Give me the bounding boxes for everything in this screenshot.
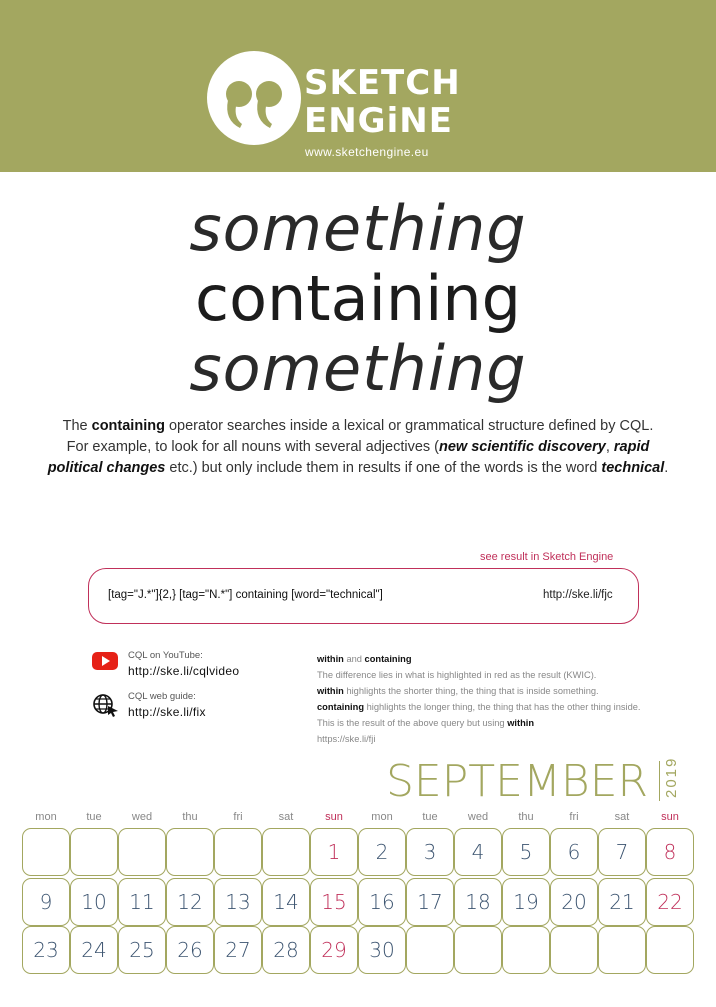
calendar-day-cell xyxy=(646,878,694,926)
calendar-day-cell xyxy=(22,878,70,926)
calendar-day-number: 21 xyxy=(609,890,635,914)
calendar-day-number: 18 xyxy=(465,890,491,914)
title-line-2: containing xyxy=(194,262,521,335)
cql-query: [tag="J.*"]{2,} [tag="N.*"] containing [word="technical"] xyxy=(108,589,383,601)
intro-text: etc.) but only include them in results if one of the words is the word xyxy=(165,460,602,476)
calendar-day-cell xyxy=(262,926,310,974)
note-link[interactable]: https://ske.li/fji xyxy=(317,734,376,744)
calendar-day-cell xyxy=(358,828,406,876)
calendar-day-number: 9 xyxy=(39,890,53,914)
calendar-day-number xyxy=(599,927,645,973)
calendar-day-cell xyxy=(502,828,550,876)
calendar-day-number xyxy=(215,829,261,875)
note-keyword: containing xyxy=(317,702,364,712)
calendar-day-number: 2 xyxy=(375,840,389,864)
month-title: SEPTEMBER xyxy=(386,756,649,807)
header-band xyxy=(0,0,716,172)
note-keyword: containing xyxy=(364,654,412,664)
quote-mark-logo-icon xyxy=(206,50,302,146)
calendar-day-cell xyxy=(598,828,646,876)
calendar-day-number xyxy=(119,829,165,875)
calendar-day-cell xyxy=(70,828,118,876)
calendar-day-cell xyxy=(214,878,262,926)
calendar-day-number: 16 xyxy=(369,890,395,914)
calendar-day-cell xyxy=(310,828,358,876)
calendar-day-number: 7 xyxy=(615,840,629,864)
calendar-day-number: 27 xyxy=(225,938,251,962)
brand-line-1: SKETCH xyxy=(304,63,461,103)
calendar-day-number: 19 xyxy=(513,890,539,914)
calendar-day-cell xyxy=(22,828,70,876)
calendar-day-cell xyxy=(646,828,694,876)
see-result-link[interactable]: see result in Sketch Engine xyxy=(480,551,614,563)
calendar-day-cell xyxy=(406,828,454,876)
youtube-link[interactable]: http://ske.li/cqlvideo xyxy=(128,664,240,678)
calendar-day-number xyxy=(263,829,309,875)
weekday-label: sun xyxy=(661,811,679,823)
calendar-day-cell xyxy=(550,878,598,926)
year-label: 2019 xyxy=(663,756,680,798)
calendar-day-cell xyxy=(502,878,550,926)
calendar-day-cell xyxy=(454,828,502,876)
weekday-label: sat xyxy=(278,811,294,823)
weekday-label: sun xyxy=(325,811,343,823)
query-short-link[interactable]: http://ske.li/fjc xyxy=(543,589,613,601)
calendar-day-number xyxy=(455,927,501,973)
weekday-label: tue xyxy=(422,811,438,823)
calendar-day-number xyxy=(71,829,117,875)
weekday-label: mon xyxy=(35,811,57,823)
calendar-day-cell xyxy=(118,878,166,926)
calendar-day-cell xyxy=(214,828,262,876)
calendar-day-number: 3 xyxy=(423,840,437,864)
calendar-day-number: 22 xyxy=(657,890,683,914)
calendar-day-number: 30 xyxy=(369,938,395,962)
weekday-label: fri xyxy=(233,811,243,823)
calendar-day-cell xyxy=(166,828,214,876)
web-guide-label: CQL web guide: xyxy=(128,691,196,702)
calendar-day-number: 12 xyxy=(177,890,203,914)
weekday-label: thu xyxy=(182,811,198,823)
calendar-day-number: 14 xyxy=(273,890,299,914)
note-text: highlights the shorter thing, the thing that is inside something. xyxy=(343,686,599,696)
calendar-day-cell xyxy=(454,878,502,926)
note-keyword: within xyxy=(317,686,344,696)
weekday-label: mon xyxy=(371,811,393,823)
calendar-day-number: 23 xyxy=(33,938,59,962)
calendar-day-cell xyxy=(598,926,646,974)
title-line-3: something xyxy=(189,332,527,405)
calendar-day-cell xyxy=(406,926,454,974)
globe-cursor-icon[interactable] xyxy=(92,693,120,717)
calendar-day-cell xyxy=(550,926,598,974)
note-text: The difference lies in what is highlighted in red as the result (KWIC). xyxy=(317,670,597,680)
weekday-label: tue xyxy=(86,811,102,823)
calendar-day-number xyxy=(23,829,69,875)
calendar-day-number: 1 xyxy=(327,840,341,864)
weekday-label: wed xyxy=(131,811,153,823)
calendar-day-cell xyxy=(262,828,310,876)
calendar-day-cell xyxy=(262,878,310,926)
calendar-day-cell xyxy=(310,878,358,926)
intro-text: , xyxy=(605,439,614,455)
within-containing-note xyxy=(317,651,647,747)
example-phrase: new scientific discovery xyxy=(439,439,606,455)
intro-text: The xyxy=(62,418,92,434)
calendar-day-number: 5 xyxy=(519,840,533,864)
calendar-day-cell xyxy=(22,926,70,974)
calendar-day-number xyxy=(407,927,453,973)
youtube-label: CQL on YouTube: xyxy=(128,650,203,661)
calendar-day-number xyxy=(551,927,597,973)
calendar-day-cell xyxy=(454,926,502,974)
weekday-label: wed xyxy=(467,811,489,823)
intro-keyword: containing xyxy=(91,418,165,434)
calendar-day-number: 11 xyxy=(129,890,155,914)
example-phrase: rapid political changes xyxy=(47,439,650,476)
weekday-label: fri xyxy=(569,811,579,823)
calendar-day-cell xyxy=(550,828,598,876)
brand-url[interactable]: www.sketchengine.eu xyxy=(305,145,429,159)
calendar-day-cell xyxy=(70,926,118,974)
example-word: technical xyxy=(601,460,665,476)
intro-text: operator searches inside a lexical or grammatical structure defined by CQL. xyxy=(164,418,654,434)
intro-text: For example, to look for all nouns with several adjectives ( xyxy=(66,439,439,455)
calendar-day-cell xyxy=(502,926,550,974)
calendar-day-number xyxy=(647,927,693,973)
calendar-day-number: 6 xyxy=(567,840,581,864)
note-keyword: within xyxy=(507,718,535,728)
calendar-day-number: 8 xyxy=(663,840,677,864)
calendar-day-number: 13 xyxy=(225,890,251,914)
title-line-1: something xyxy=(189,192,527,265)
weekday-label: sat xyxy=(614,811,630,823)
calendar-day-cell xyxy=(118,828,166,876)
brand-wordmark xyxy=(304,64,461,140)
calendar-day-number: 10 xyxy=(81,890,107,914)
calendar-day-cell xyxy=(598,878,646,926)
calendar-day-number: 24 xyxy=(81,938,107,962)
calendar-day-cell xyxy=(406,878,454,926)
calendar-day-number: 25 xyxy=(129,938,155,962)
calendar-day-cell xyxy=(646,926,694,974)
note-text: and xyxy=(343,654,365,664)
calendar-day-number: 15 xyxy=(321,890,347,914)
calendar-day-cell xyxy=(310,926,358,974)
calendar-day-number: 29 xyxy=(321,938,347,962)
youtube-play-icon[interactable] xyxy=(92,652,118,670)
calendar-day-number: 17 xyxy=(417,890,443,914)
calendar-day-cell xyxy=(358,878,406,926)
calendar-day-number: 4 xyxy=(471,840,485,864)
intro-paragraph xyxy=(40,416,676,479)
calendar-day-cell xyxy=(166,926,214,974)
calendar-day-cell xyxy=(358,926,406,974)
intro-text: . xyxy=(664,460,669,476)
calendar-day-number: 28 xyxy=(273,938,299,962)
web-guide-link[interactable]: http://ske.li/fix xyxy=(128,705,206,719)
calendar-day-number: 20 xyxy=(561,890,587,914)
brand-line-2: ENGiNE xyxy=(304,101,453,141)
weekday-label: thu xyxy=(518,811,534,823)
calendar-day-number xyxy=(167,829,213,875)
calendar-day-cell xyxy=(70,878,118,926)
calendar-day-cell xyxy=(166,878,214,926)
year-divider xyxy=(659,761,660,801)
calendar-day-cell xyxy=(214,926,262,974)
calendar-day-number: 26 xyxy=(177,938,203,962)
calendar-day-number xyxy=(503,927,549,973)
calendar-day-cell xyxy=(118,926,166,974)
note-text: highlights the longer thing, the thing that has the other thing inside. This is the result of the above query but using xyxy=(317,702,641,728)
note-keyword: within xyxy=(317,654,344,664)
